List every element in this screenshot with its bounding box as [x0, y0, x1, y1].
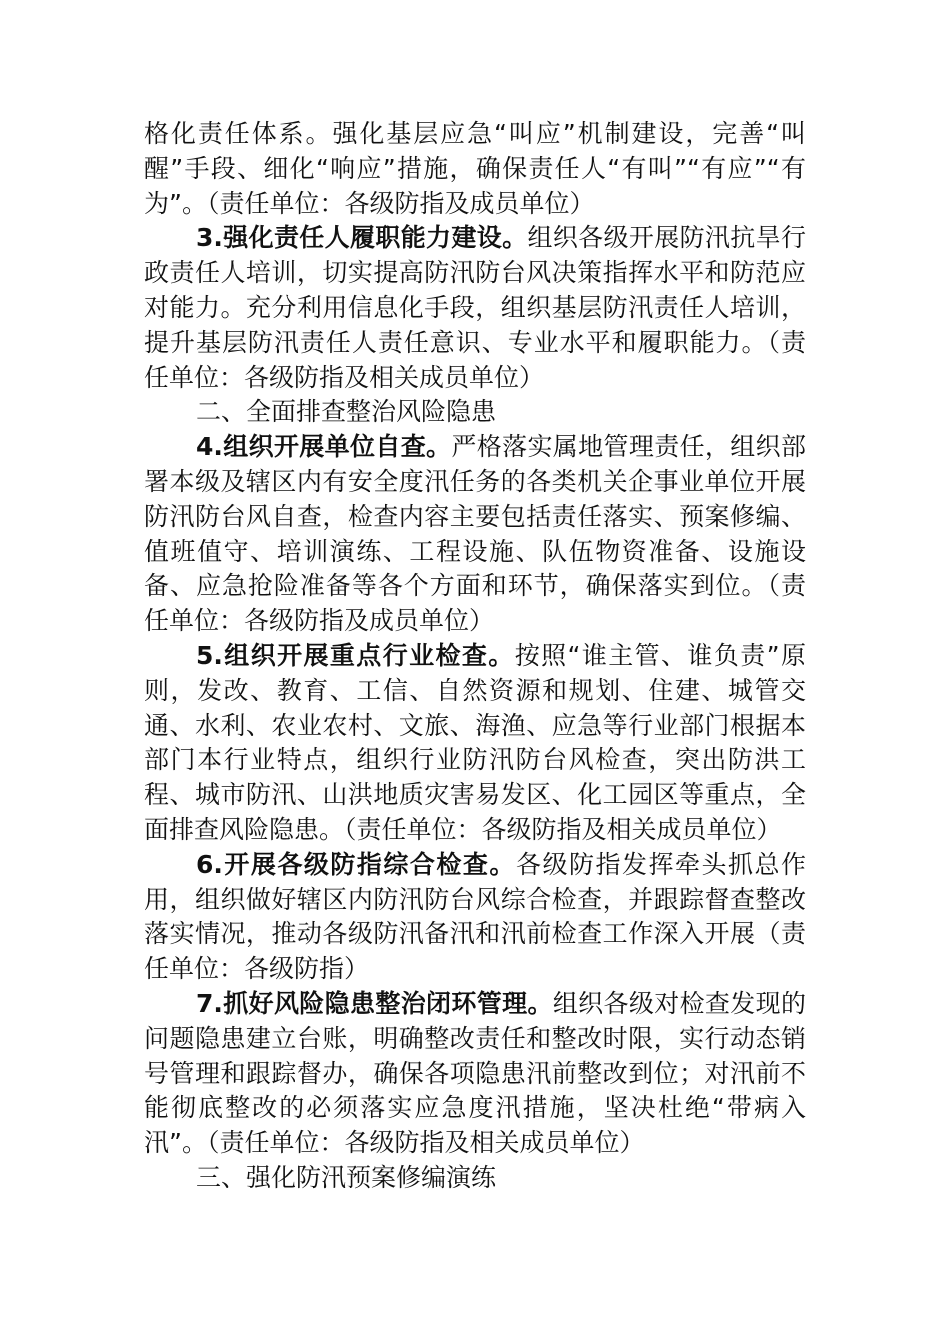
- item-body-6: 各级防指发挥牵头抓总作用，组织做好辖区内防汛防台风综合检查，并跟踪督查整改落实情况，推动各级防汛备汛和汛前检查工作深入开展（责任单位：各级防指）: [144, 849, 806, 984]
- item-paragraph-5: [144, 639, 806, 848]
- item-paragraph-4: [144, 430, 806, 639]
- item-paragraph-6: [144, 848, 806, 987]
- item-title-6: 6.开展各级防指综合检查。: [196, 849, 516, 879]
- section-heading-3: 三、强化防汛预案修编演练: [196, 1162, 497, 1192]
- item-title-4: 4.组织开展单位自查。: [196, 432, 452, 462]
- item-body-4: 严格落实属地管理责任，组织部署本级及辖区内有安全度汛任务的各类机关企事业单位开展防汛防台风自查，检查内容主要包括责任落实、预案修编、值班值守、培训演练、工程设施、队伍物资准备、设施设备、应急抢险准备等各个方面和环节，确保落实到位。（责任单位：各级防指及成员单位）: [144, 432, 806, 636]
- item-title-5: 5.组织开展重点行业检查。: [196, 640, 515, 670]
- item-title-3: 3.强化责任人履职能力建设。: [196, 223, 528, 253]
- item-body-5: 按照“谁主管、谁负责”原则，发改、教育、工信、自然资源和规划、住建、城管交通、水利、农业农村、文旅、海渔、应急等行业部门根据本部门本行业特点，组织行业防汛防台风检查，突出防洪工程、城市防汛、山洪地质灾害易发区、化工园区等重点，全面排查风险隐患。（责任单位：各级防指及相关成员单位）: [144, 640, 806, 844]
- continuation-paragraph: 格化责任体系。强化基层应急“叫应”机制建设，完善“叫醒”手段、细化“响应”措施，确保责任人“有叫”“有应”“有为”。（责任单位：各级防指及成员单位）: [144, 119, 806, 218]
- item-body-3: 组织各级开展防汛抗旱行政责任人培训，切实提高防汛防台风决策指挥水平和防范应对能力。充分利用信息化手段，组织基层防汛责任人培训，提升基层防汛责任人责任意识、专业水平和履职能力。（责任单位：各级防指及相关成员单位）: [144, 223, 806, 392]
- item-paragraph-7: [144, 987, 806, 1161]
- item-body-7: 组织各级对检查发现的问题隐患建立台账，明确整改责任和整改时限，实行动态销号管理和跟踪督办，确保各项隐患汛前整改到位；对汛前不能彻底整改的必须落实应急度汛措施，坚决杜绝“带病入汛”。（责任单位：各级防指及相关成员单位）: [144, 988, 806, 1158]
- item-title-7: 7.抓好风险隐患整治闭环管理。: [196, 988, 553, 1018]
- item-paragraph-3: [144, 221, 806, 395]
- document-body: [144, 117, 806, 1196]
- section-heading-2: 二、全面排查整治风险隐患: [196, 397, 497, 427]
